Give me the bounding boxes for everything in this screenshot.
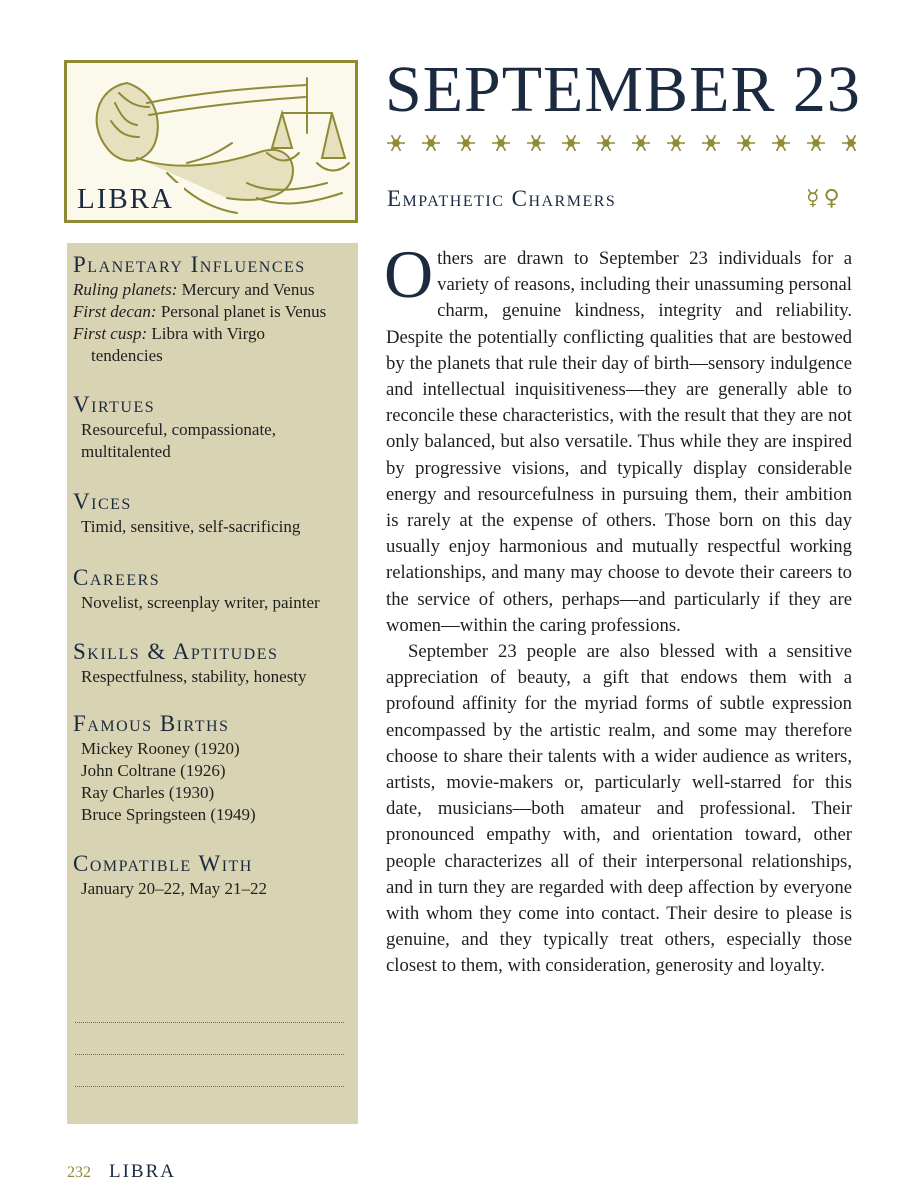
star-ornament-icon [772, 135, 790, 151]
compatible-line: January 20–22, May 21–22 [81, 879, 268, 898]
star-ornament-icon [422, 135, 440, 151]
star-ornament-icon [527, 135, 545, 151]
page-number: 232 [67, 1164, 91, 1181]
vices-heading: Vices [73, 489, 132, 514]
body-text [384, 236, 852, 980]
birth-item: Ray Charles (1930) [81, 783, 215, 802]
skills-heading: Skills & Aptitudes [73, 639, 279, 664]
body-paragraph: September 23 people are also blessed with a sensitive appreciation of beauty, a gift that endows them with a profound affinity for the myriad forms of subtle expression encompassed by the artistic realm, and some may therefore choose to share their talents with a wider audience as writers, artists, movie-makers or, particularly well-starred for this date, musicians—both amateur and professional. Their pronounced empathy with, and orientation toward, other people characterizes all of their interpersonal relationships, and in turn they are regarded with deep affection by everyone with whom they come into contact. Their desire to please is genuine, and they typically treat others, especially those closest to them, with consideration, generosity and loyalty. [386, 641, 852, 977]
first-decan-value: Personal planet is Venus [160, 302, 327, 321]
zodiac-illustration [64, 60, 358, 223]
star-ornament-icon [702, 135, 720, 151]
famous-births-heading: Famous Births [73, 711, 230, 736]
vices-section [73, 488, 348, 538]
notes-dotted-line [75, 1022, 344, 1023]
sign-label: LIBRA [73, 183, 184, 216]
star-ornament-icon [597, 135, 615, 151]
page-footer [67, 1161, 176, 1183]
sidebar-info-panel [67, 243, 358, 1124]
first-cusp-line [73, 323, 348, 345]
paragraph-1-text: thers are drawn to September 23 individuals for a variety of reasons, including their unassuming personal charm, genuine kindness, integrity and reliability. Despite the potentially conflicting qualities that are bestowed by the planets that rule their day of birth—sensory indulgence and intellectual inquisitiveness—they are generally able to reconcile these characteristics, with the result that they are not only balanced, but also versatile. Thus while they are inspired by progressive visions, and typically display considerable energy and resourcefulness in pursuing them, their ambition is rarely at the expense of others. Those born on this day usually enjoy harmonious and mutually respectful working relationships, and many may choose to devote their careers to the service of others, perhaps—and particularly if they are women—within the caring professions. [386, 248, 852, 636]
planetary-influences-section [73, 251, 348, 367]
skills-section [73, 638, 348, 688]
compatible-section [73, 850, 348, 900]
virtues-heading: Virtues [73, 392, 156, 417]
star-ornament-icon [842, 135, 856, 151]
drop-cap: O [384, 236, 434, 312]
first-decan-label: First decan: [73, 302, 157, 321]
footer-sign: LIBRA [109, 1161, 176, 1182]
star-ornament-icon [492, 135, 510, 151]
planet-glyphs-icon: ☿♀ [806, 186, 844, 211]
notes-dotted-line [75, 1086, 344, 1087]
careers-section [73, 564, 348, 614]
birth-item: Mickey Rooney (1920) [81, 739, 240, 758]
notes-dotted-line [75, 1054, 344, 1055]
page-subtitle: Empathetic Charmers [387, 186, 617, 211]
body-paragraph [384, 236, 852, 639]
star-ornament-row [386, 131, 856, 155]
planetary-influences-heading: Planetary Influences [73, 252, 306, 277]
famous-births-section [73, 710, 348, 826]
birth-item: Bruce Springsteen (1949) [81, 805, 256, 824]
skills-line: Respectfulness, stability, honesty [81, 667, 307, 686]
virtues-line: multitalented [81, 442, 171, 461]
star-ornament-icon [737, 135, 755, 151]
first-cusp-continuation: tendencies [91, 346, 163, 365]
careers-heading: Careers [73, 565, 161, 590]
compatible-heading: Compatible With [73, 851, 253, 876]
star-ornament-icon [457, 135, 475, 151]
virtues-line: Resourceful, compassionate, [81, 420, 276, 439]
ruling-planets-value: Mercury and Venus [181, 280, 315, 299]
first-cusp-label: First cusp: [73, 324, 148, 343]
star-ornament-icon [562, 135, 580, 151]
vices-line: Timid, sensitive, self-sacrificing [81, 517, 301, 536]
careers-line: Novelist, screenplay writer, painter [81, 593, 320, 612]
first-cusp-value: Libra with Virgo [151, 324, 265, 343]
star-ornament-icon [387, 135, 405, 151]
ruling-planets-line [73, 279, 348, 301]
star-ornament-icon [807, 135, 825, 151]
first-decan-line [73, 301, 348, 323]
star-ornament-icon [632, 135, 650, 151]
ruling-planets-label: Ruling planets: [73, 280, 178, 299]
birth-item: John Coltrane (1926) [81, 761, 226, 780]
virtues-section [73, 391, 348, 463]
star-ornament-icon [667, 135, 685, 151]
page-title: SEPTEMBER 23 [385, 53, 861, 126]
